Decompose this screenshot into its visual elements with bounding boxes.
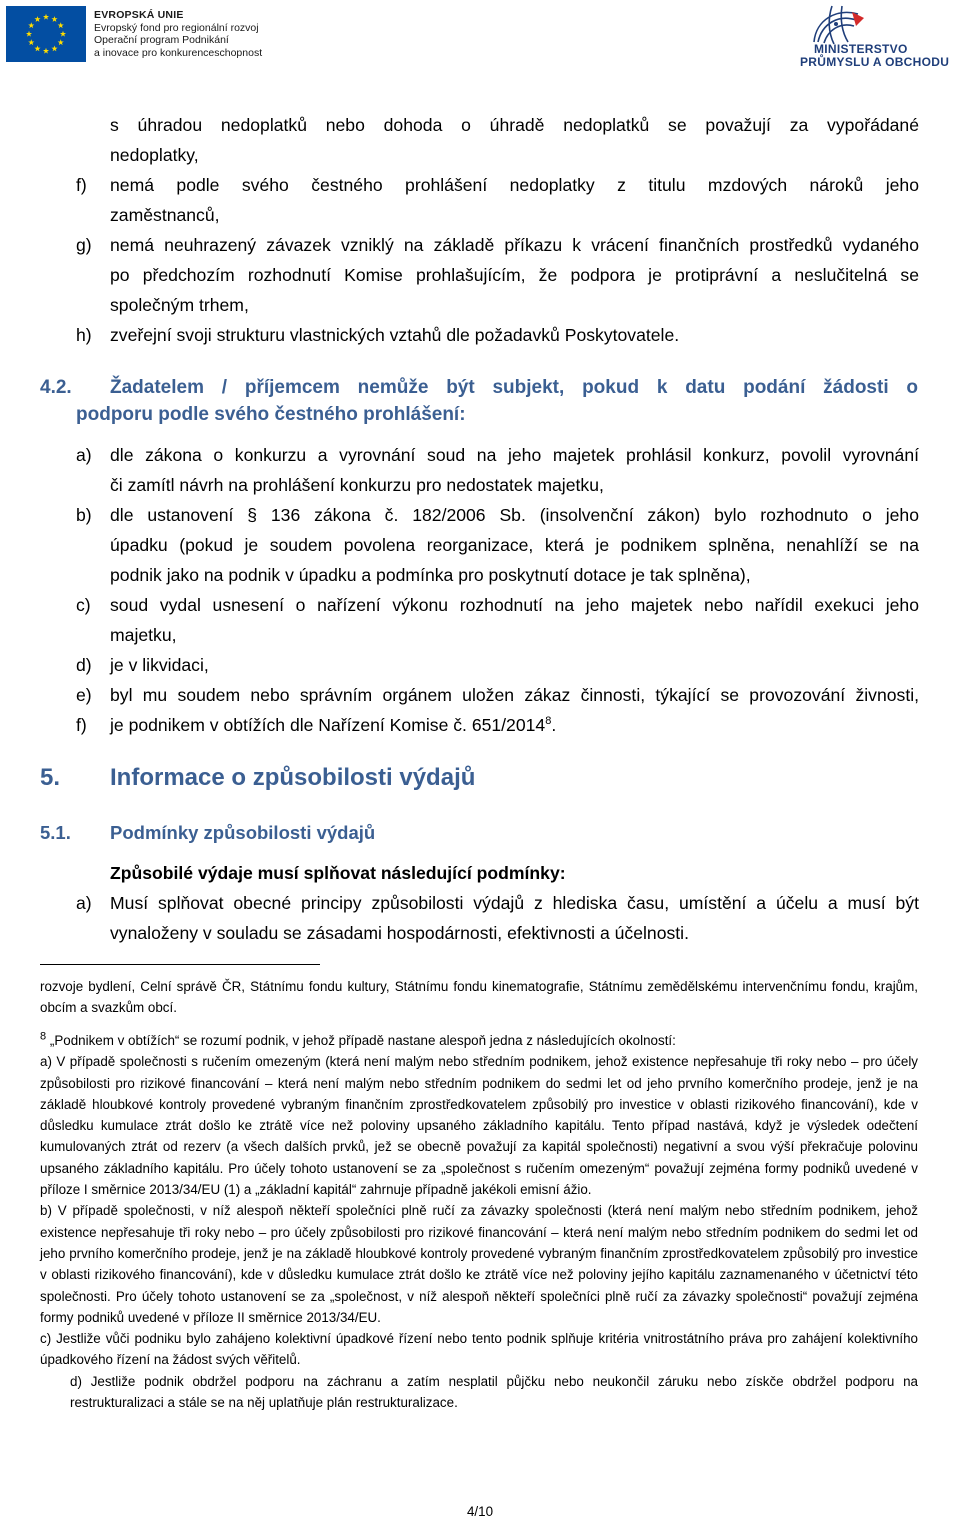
footnote-8-number: 8 xyxy=(40,1030,47,1043)
footnote-continued-text: rozvoje bydlení, Celní správě ČR, Státnímu fondu kultury, Státnímu fondu kinematografie, Státnímu zemědělskému intervenčnímu fondu, krajům, obcím a svazkům obcí. xyxy=(40,979,918,1016)
ministry-globe-logo xyxy=(806,2,866,46)
section-4-2-number: 4.2. xyxy=(40,377,72,398)
s42-b-line-1: dle ustanovení § 136 zákona č. 182/2006 Sb. (insolvenční zákon) bylo rozhodnuto o jeho xyxy=(110,505,919,525)
s51-a-line-1: Musí splňovat obecné principy způsobilosti výdajů z hlediska času, umístění a účelu a musí být xyxy=(110,893,919,913)
list1-continued-line-2: nedoplatky, xyxy=(110,145,199,165)
eu-program-text xyxy=(94,9,284,59)
s51-marker-a: a) xyxy=(76,893,92,913)
s42-d-line-1: je v likvidaci, xyxy=(110,655,209,675)
s42-marker-b: b) xyxy=(76,505,92,525)
list1-h-line-1: zveřejní svoji strukturu vlastnických vztahů dle požadavků Poskytovatele. xyxy=(110,325,680,345)
ministry-line-2: PRŮMYSLU A OBCHODU xyxy=(800,55,950,69)
s42-marker-a: a) xyxy=(76,445,92,465)
list1-f-line-2: zaměstnanců, xyxy=(110,205,220,225)
footnote-separator xyxy=(40,964,320,965)
eu-flag-logo xyxy=(6,6,86,62)
eu-line-2: Evropský fond pro regionální rozvoj xyxy=(94,21,259,34)
footnote-8 xyxy=(40,1030,918,1413)
footnote-8-item-b: b) V případě společnosti, v níž alespoň někteří společníci plně ručí za závazky společnosti (která není malým nebo středním podnikem, jehož existence nepřesahuje tři roky nebo – pro účely způsobilosti pro rizikové financování – která není malým nebo středním podnikem do sedmi let od jeho prvního komerčního prodeje, jenž je na základě hloubkové kontroly provedené vybraným finančním zprostředkovatelem způsobilý pro investice v oblasti rizikového financování), kde v důsledku kumulace ztrát došlo ke ztrátě více než poloviny jejího kapitálu zaznamenaného v účetnictví této společnosti. Pro účely tohoto ustanovení se za „společnost, v níž alespoň někteří společníci plně ručí za závazky společnosti“ považují zejména formy podniků uvedené v příloze II směrnice 2013/34/EU. xyxy=(40,1203,918,1325)
list1-marker-g: g) xyxy=(76,235,92,255)
section-5-1-number: 5.1. xyxy=(40,822,71,843)
list1-marker-h: h) xyxy=(76,325,92,345)
section-5-number: 5. xyxy=(40,764,61,791)
footnote-8-item-c: c) Jestliže vůči podniku bylo zahájeno kolektivní úpadkové řízení nebo tento podnik splňuje kritéria vnitrostátního práva pro zahájení kolektivního úpadkového řízení na žádost svých věřitelů. xyxy=(40,1331,918,1368)
s42-marker-c: c) xyxy=(76,595,91,615)
list1-f-line-1: nemá podle svého čestného prohlášení nedoplatky z titulu mzdových nároků jeho xyxy=(110,175,919,195)
s42-c-line-1: soud vydal usnesení o nařízení výkonu rozhodnutí na jeho majetek nebo nařídil exekuci jeho xyxy=(110,595,919,615)
s42-marker-f: f) xyxy=(76,715,87,735)
page-number: 4/10 xyxy=(466,1504,494,1519)
s51-a-line-2: vynaloženy v souladu se zásadami hospodárnosti, efektivnosti a účelnosti. xyxy=(110,923,689,943)
footnote-continued xyxy=(40,976,918,1019)
eu-line-4: a inovace pro konkurenceschopnost xyxy=(94,46,263,59)
eu-line-3: Operační program Podnikání xyxy=(94,34,229,46)
section-4-2-title-line-1: Žadatelem / příjemcem nemůže být subjekt, pokud k datu podání žádosti o xyxy=(110,377,918,398)
list1-g-line-3: společným trhem, xyxy=(110,295,249,315)
s42-marker-d: d) xyxy=(76,655,92,675)
list1-continued-line-1: s úhradou nedoplatků nebo dohoda o úhradě nedoplatků se považují za vypořádané xyxy=(110,115,919,135)
list1-g-line-1: nemá neuhrazený závazek vzniklý na základě příkazu k vrácení finančních prostředků vydaného xyxy=(110,235,919,255)
eu-line-1: EVROPSKÁ UNIE xyxy=(94,9,184,21)
s42-a-line-2: či zamítl návrh na prohlášení konkurzu pro nedostatek majetku, xyxy=(110,475,604,495)
footnote-ref-8[interactable]: 8 xyxy=(545,715,552,728)
footnote-8-item-a: a) V případě společnosti s ručením omezeným (která není malým nebo středním podnikem, jehož existence nepřesahuje tři roky nebo – pro účely způsobilosti pro rizikové financování – která není malým nebo středním podnikem do sedmi let od jeho prvního komerčního prodeje, jenž je na základě hloubkové kontroly provedené vybraným finančním zprostředkovatelem způsobilý pro investice v oblasti rizikového financování), kde v důsledku kumulace ztrát došlo ke ztrátě více než poloviny upsaného základního kapitálu. Tento případ nastává, když je výsledek odečtení kumulovaných ztrát od rezerv (a všech dalších prvků, jež se obecně považují za kapitál společnosti) negativní a svou výší překračuje polovinu upsaného základního kapitálu. Pro účely tohoto ustanovení se za „společnost s ručením omezeným“ považují zejména formy podniků uvedené v příloze I směrnice 2013/34/EU (1) a „základní kapitál“ zahrnuje případně jakékoli emisní ážio. xyxy=(40,1054,918,1198)
s42-a-line-1: dle zákona o konkurzu a vyrovnání soud na jeho majetek prohlásil konkurz, povolil vyrovnání xyxy=(110,445,919,465)
section-5-title: Informace o způsobilosti výdajů xyxy=(110,764,476,791)
footnote-8-intro xyxy=(40,1030,918,1051)
s42-f-text: je podnikem v obtížích dle Nařízení Komise č. 651/2014 xyxy=(110,715,546,735)
s42-f-line-1 xyxy=(110,710,556,740)
ministry-line-1: MINISTERSTVO xyxy=(814,42,908,56)
section-5-1-title: Podmínky způsobilosti výdajů xyxy=(110,822,376,843)
list1-g-line-2: po předchozím rozhodnutí Komise prohlašujícím, že podpora je protiprávní a neslučitelná se xyxy=(110,265,919,285)
s42-c-line-2: majetku, xyxy=(110,625,177,645)
section-4-2-title-line-2: podporu podle svého čestného prohlášení: xyxy=(76,404,466,425)
s42-b-line-3: podnik jako na podnik v úpadku a podmínka pro poskytnutí dotace je tak splněna), xyxy=(110,565,751,585)
section-5-1-intro: Způsobilé výdaje musí splňovat následující podmínky: xyxy=(110,863,566,883)
s42-b-line-2: úpadku (pokud je soudem povolena reorganizace, která je podnikem splněna, nenahlíží se na xyxy=(110,535,919,555)
list1-marker-f: f) xyxy=(76,175,87,195)
s42-e-line-1: byl mu soudem nebo správním orgánem uložen zákaz činnosti, týkající se provozování živnosti, xyxy=(110,685,919,705)
ministry-name xyxy=(800,43,960,69)
footnote-8-item-d: d) Jestliže podnik obdržel podporu na záchranu a zatím nesplatil půjčku nebo neukončil záruku nebo získče obdržel podporu na restrukturalizaci a stále se na něj uplatňuje plán restrukturalizace. xyxy=(70,1373,918,1411)
s42-marker-e: e) xyxy=(76,685,92,705)
s42-f-period: . xyxy=(551,715,557,735)
footnote-8-intro-text: „Podnikem v obtížích“ se rozumí podnik, v jehož případě nastane alespoň jedna z následujících okolností: xyxy=(49,1033,676,1048)
